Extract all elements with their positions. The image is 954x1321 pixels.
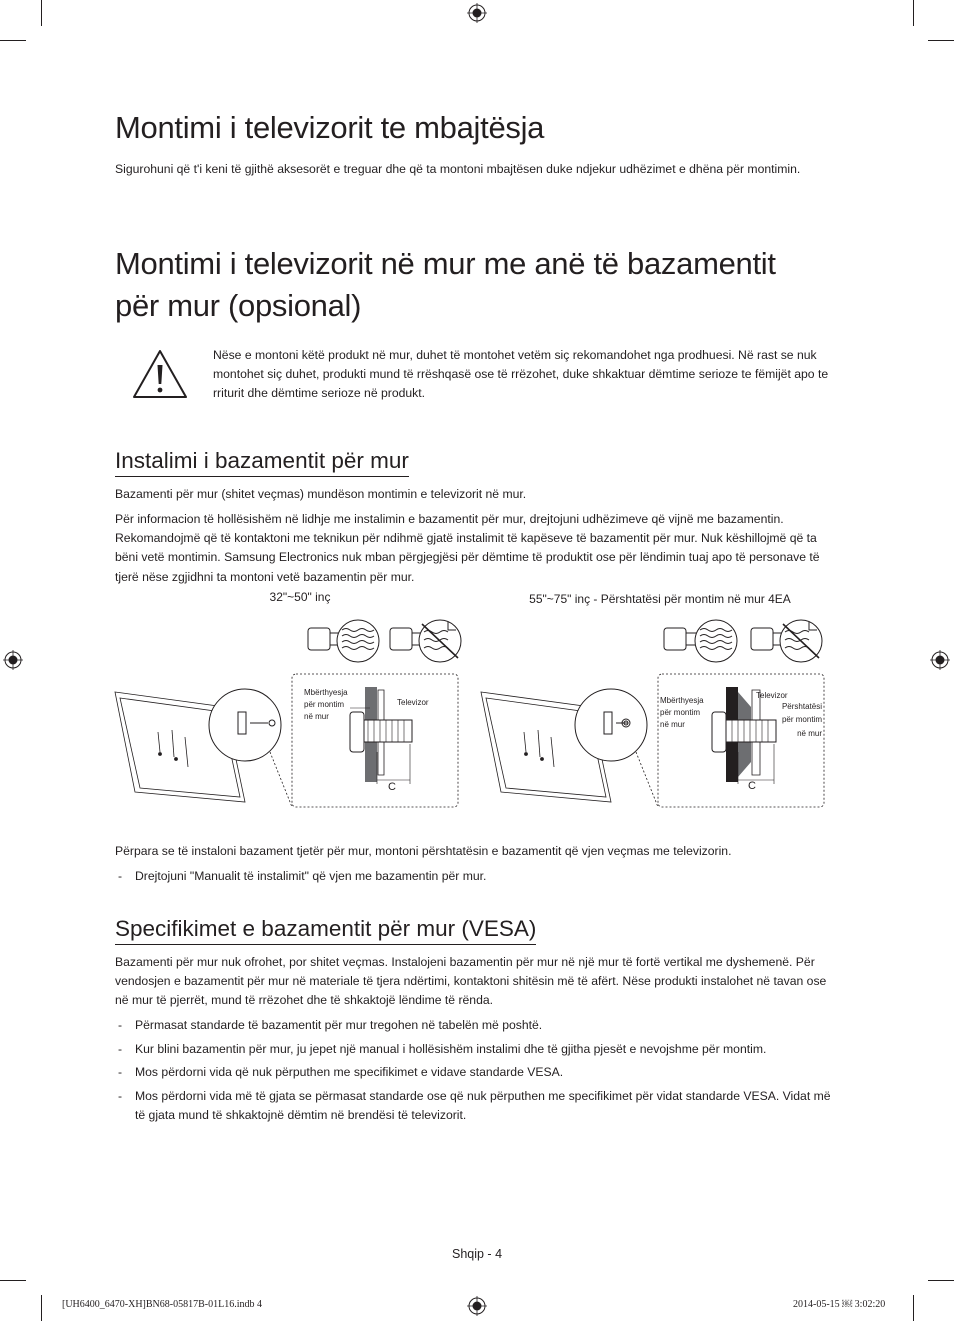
list-item <box>118 867 835 886</box>
diagram-left <box>110 612 475 812</box>
registration-mark-icon <box>3 650 23 670</box>
bullet-text: Mos përdorni vida më të gjata se përmasat standarde ose që nuk përputhen me specifikimet për vidat standarde VESA. Vidat më të gjata mund të shkaktojnë dëmtim në brendësi të televizorit. <box>135 1089 831 1123</box>
bullet-dash: - <box>118 1042 123 1056</box>
bullet-text: Përmasat standarde të bazamentit për mur tregohen në tabelën më poshtë. <box>135 1018 543 1032</box>
diagram-right-bracket-label-1: Mbërthyesja <box>660 696 704 705</box>
bullet-dash: - <box>118 1065 123 1079</box>
section-title-line1: Montimi i televizorit në mur me anë të bazamentit <box>115 246 776 281</box>
registration-mark-icon <box>467 1296 487 1316</box>
section-title-line2: për mur (opsional) <box>115 288 362 323</box>
install-para2: Për informacion të hollësishëm në lidhje me instalimin e bazamentit për mur, drejtojuni udhëzimeve që vijnë me bazamentin. Rekomandojmë që të kontaktoni me teknikun për ndihmë gjatë instalimit të kapëseve të bazamentit për mur. Nuk këshillojmë që ta bëni vetë montimin. Samsung Electronics nuk mban përgjegjësi për dëmtime të produktit ose për lëndimin tuaj apo të personave të tjerë nëse zgjidhni ta montoni vetë bazamentin për mur. <box>115 512 820 584</box>
bullet-text: Mos përdorni vida që nuk përputhen me specifikimet e vidave standarde VESA. <box>135 1065 564 1079</box>
crop-mark <box>913 0 914 26</box>
crop-mark <box>913 1295 914 1321</box>
diagram-right-bracket-label-2: për montim <box>660 708 701 717</box>
warning-text: Nëse e montoni këtë produkt në mur, duhet të montohet vetëm siç rekomandohet nga prodhuesi. Në rast se nuk montohet siç duhet, produkti mund të rrëshqasë ose të rrëzohet, duke shkaktuar dëmtime serioze te fëmijët apo te rriturit dhe dëmtime serioze në produkt. <box>213 348 829 401</box>
registration-mark-icon <box>930 650 950 670</box>
diagram-right-title: 55"~75" inç - Përshtatësi për montim në mur 4EA <box>529 592 791 606</box>
section-heading-install: Instalimi i bazamentit për mur <box>115 447 409 477</box>
list-item <box>118 1040 835 1059</box>
bullet-dash: - <box>118 869 123 883</box>
diagram-right-bracket-label-3: në mur <box>660 720 685 729</box>
list-item <box>118 1087 835 1125</box>
crop-mark <box>0 40 26 41</box>
crop-mark <box>41 0 42 26</box>
registration-mark-icon <box>467 3 487 23</box>
diagram-right-tv-label: Televizor <box>756 691 788 700</box>
bullet-dash: - <box>118 1018 123 1032</box>
install-para1: Bazamenti për mur (shitet veçmas) mundëson montimin e televizorit në mur. <box>115 487 527 501</box>
diagram-right-adapter-label-2: për montim <box>781 715 822 724</box>
diagram-left-c-label: C <box>388 781 396 793</box>
diagram-left-bracket-label-1: Mbërthyesja <box>304 688 348 697</box>
list-item <box>118 1063 835 1082</box>
diagram-left-bracket-label-3: në mur <box>304 712 329 721</box>
diagram-right-adapter-label-1: Përshtatësi <box>781 702 822 711</box>
intro-text: Sigurohuni që t'i keni të gjithë aksesorët e treguar dhe që ta montoni mbajtësen duke ndjekur udhëzimet e dhëna për montimin. <box>115 162 801 176</box>
crop-mark <box>928 40 954 41</box>
diagram-left-tv-label: Televizor <box>397 698 429 707</box>
crop-mark <box>41 1295 42 1321</box>
bullet-text: Kur blini bazamentin për mur, ju jepet një manual i hollësishëm instalimi dhe të gjitha pjesët e nevojshme për montim. <box>135 1042 767 1056</box>
diagram-right-adapter-label-3: në mur <box>797 729 822 738</box>
bullet-text: Drejtojuni "Manualit të instalimit" që vjen me bazamentin për mur. <box>135 869 487 883</box>
diagram-left-bracket-label-2: për montim <box>304 700 345 709</box>
diagram-right-c-label: C <box>748 780 756 792</box>
section-heading-vesa: Specifikimet e bazamentit për mur (VESA) <box>115 915 536 945</box>
crop-mark <box>0 1280 26 1281</box>
page-number: Shqip - 4 <box>451 1247 503 1261</box>
crop-mark <box>928 1280 954 1281</box>
before-install-text: Përpara se të instaloni bazament tjetër për mur, montoni përshtatësin e bazamentit që vjen veçmas me televizorin. <box>115 844 732 858</box>
file-info: [UH6400_6470-XH]BN68-05817B-01L16.indb 4 <box>62 1299 262 1310</box>
diagram-right <box>476 612 841 812</box>
diagram-left-title: 32"~50" inç <box>269 590 331 604</box>
vesa-para: Bazamenti për mur nuk ofrohet, por shitet veçmas. Instalojeni bazamentin për mur në një mur të fortë vertikal me dyshemenë. Për vendosjen e bazamentit për mur në materiale të tjera ndërtimi, kontaktoni shitësin më të afërt. Nëse produkti instalohet në tavan ose në mur të pjerrët, mund të rrëzohet dhe të shkaktojë lëndime të rënda. <box>115 955 827 1008</box>
page-title: Montimi i televizorit te mbajtësja <box>115 110 545 145</box>
warning-icon <box>131 348 189 400</box>
list-item <box>118 1016 835 1035</box>
date-info: 2014-05-15 ￼ 3:02:20 <box>793 1299 886 1310</box>
bullet-dash: - <box>118 1089 123 1103</box>
